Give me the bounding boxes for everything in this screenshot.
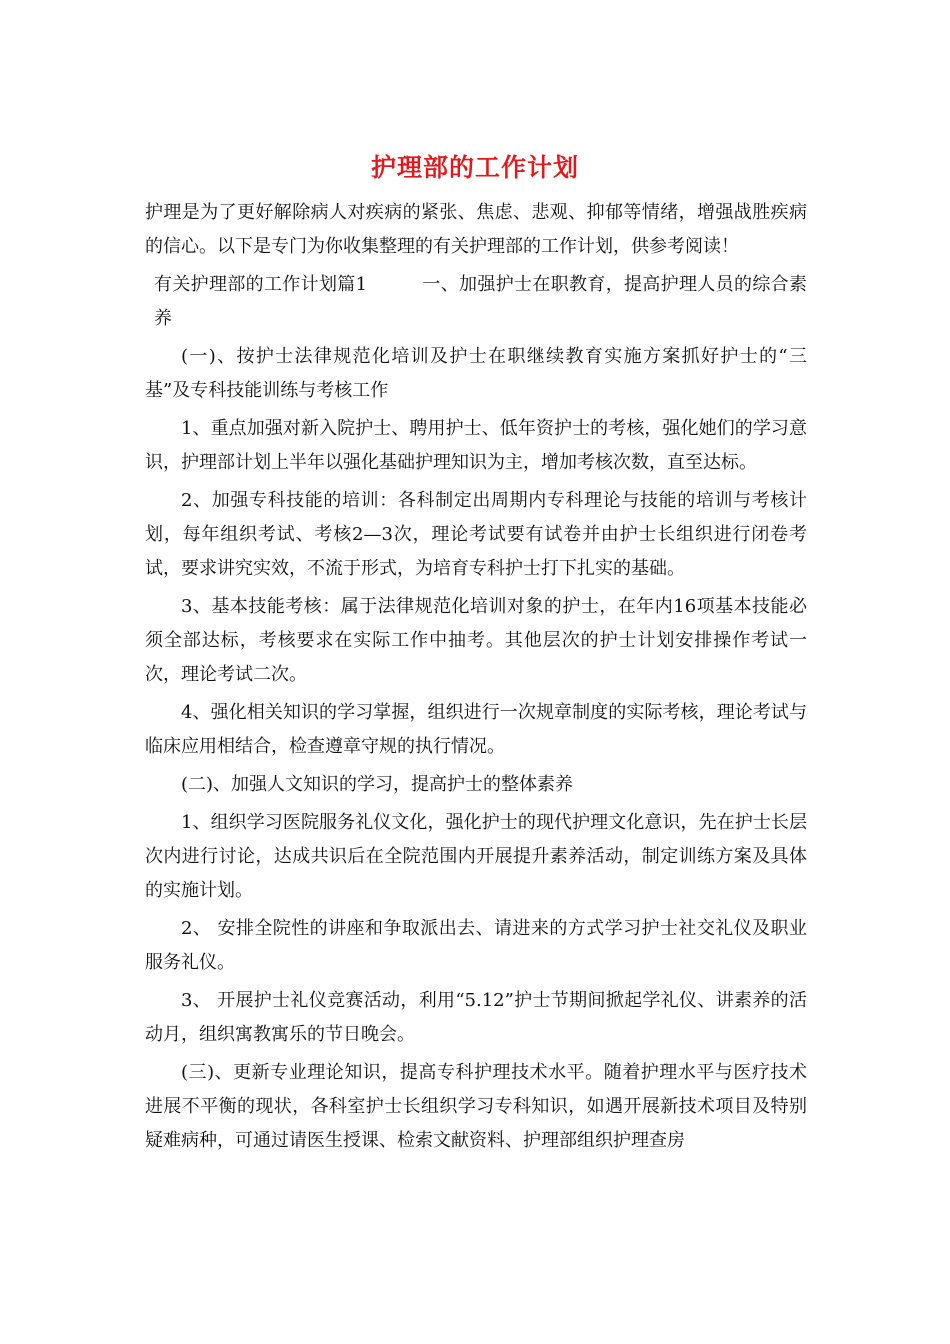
list-item-1-4: 4、强化相关知识的学习掌握，组织进行一次规章制度的实际考核，理论考试与临床应用相结合，检查遵章守规的执行情况。 [145,702,807,757]
subsection-heading-3: (三)、更新专业理论知识，提高专科护理技术水平。随着护理水平与医疗技术进展不平衡的现状，各科室护士长组织学习专科知识，如遇开展新技术项目及特别疑难病种，可通过请医生授课、检索文献资料、护理部组织护理查房 [145,1062,807,1151]
list-item-1-3: 3、基本技能考核：属于法律规范化培训对象的护士，在年内16项基本技能必须全部达标，考核要求在实际工作中抽考。其他层次的护士计划安排操作考试一次，理论考试二次。 [145,596,807,685]
subsection-heading-1: (一)、按护士法律规范化培训及护士在职继续教育实施方案抓好护士的“三基”及专科技能训练与考核工作 [145,346,807,401]
document-title: 护理部的工作计划 [370,153,579,182]
list-item-2-2: 2、 安排全院性的讲座和争取派出去、请进来的方式学习护士社交礼仪及职业服务礼仪。 [145,918,807,973]
intro-paragraph: 护理是为了更好解除病人对疾病的紧张、焦虑、悲观、抑郁等情绪，增强战胜疾病的信心。以下是专门为你收集整理的有关护理部的工作计划，供参考阅读！ [145,202,807,257]
list-item-2-3: 3、 开展护士礼仪竞赛活动，利用“5.12”护士节期间掀起学礼仪、讲素养的活动月，组织寓教寓乐的节日晚会。 [145,990,807,1045]
list-item-1-1: 1、重点加强对新入院护士、聘用护士、低年资护士的考核，强化她们的学习意识，护理部计划上半年以强化基础护理知识为主，增加考核次数，直至达标。 [145,418,807,473]
subsection-heading-2: (二)、加强人文知识的学习，提高护士的整体素养 [181,774,574,795]
document-body [145,196,807,1158]
list-item-2-1: 1、组织学习医院服务礼仪文化，强化护士的现代护理文化意识，先在护士长层次内进行讨论，达成共识后在全院范围内开展提升素养活动，制定训练方案及具体的实施计划。 [145,812,807,901]
list-item-1-2: 2、加强专科技能的培训：各科制定出周期内专科理论与技能的培训与考核计划，每年组织考试、考核2—3次，理论考试要有试卷并由护士长组织进行闭卷考试，要求讲究实效，不流于形式，为培育专科护士打下扎实的基础。 [145,490,807,579]
section-heading-paragraph: 有关护理部的工作计划篇1 一、加强护士在职教育，提高护理人员的综合素养 [154,274,807,329]
